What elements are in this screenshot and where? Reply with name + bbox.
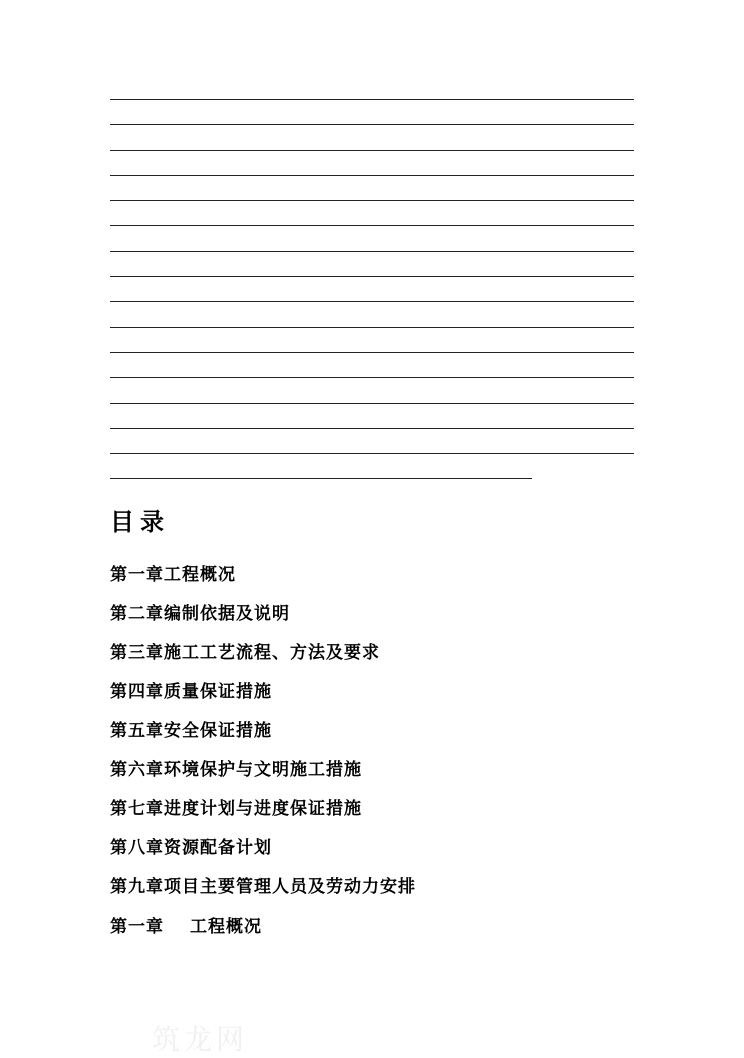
ruled-line: [110, 251, 634, 252]
chapter-heading: [110, 907, 650, 947]
ruled-line: [110, 150, 634, 151]
chapter-number: 第一章: [110, 917, 164, 937]
ruled-line: [110, 403, 634, 404]
toc-item-chapter-4[interactable]: 第四章质量保证措施: [110, 682, 272, 702]
toc-item-chapter-5[interactable]: 第五章安全保证措施: [110, 721, 272, 741]
toc-item-chapter-9[interactable]: 第九章项目主要管理人员及劳动力安排: [110, 877, 416, 897]
ruled-line: [110, 175, 634, 176]
toc-item-chapter-3[interactable]: 第三章施工工艺流程、方法及要求: [110, 643, 380, 663]
ruled-line: [110, 327, 634, 328]
ruled-line: [110, 453, 634, 454]
ruled-line-short: [110, 478, 532, 479]
ruled-line: [110, 377, 634, 378]
blank-ruled-lines: [110, 99, 634, 479]
ruled-line: [110, 428, 634, 429]
toc-title: 目录: [110, 508, 170, 536]
ruled-line: [110, 276, 634, 277]
toc-item-chapter-6[interactable]: 第六章环境保护与文明施工措施: [110, 760, 362, 780]
ruled-line: [110, 225, 634, 226]
chapter-title: 工程概况: [190, 917, 262, 937]
toc-item-chapter-2[interactable]: 第二章编制依据及说明: [110, 604, 290, 624]
ruled-line: [110, 200, 634, 201]
ruled-line: [110, 301, 634, 302]
toc-item-chapter-8[interactable]: 第八章资源配备计划: [110, 838, 272, 858]
ruled-line: [110, 99, 634, 100]
toc-item-chapter-7[interactable]: 第七章进度计划与进度保证措施: [110, 799, 362, 819]
watermark: 筑龙网: [152, 1023, 249, 1056]
toc-item-chapter-1[interactable]: 第一章工程概况: [110, 565, 236, 585]
ruled-line: [110, 124, 634, 125]
ruled-line: [110, 352, 634, 353]
table-of-contents: [110, 502, 650, 947]
